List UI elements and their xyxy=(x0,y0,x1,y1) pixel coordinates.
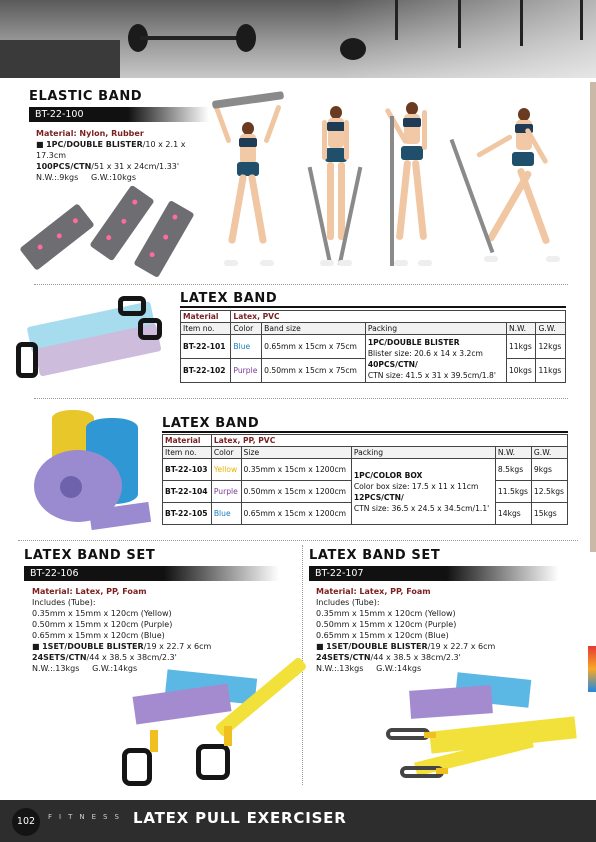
item-color: Yellow xyxy=(211,459,241,481)
table-row xyxy=(181,335,566,359)
item-color: Purple xyxy=(231,359,262,383)
column-header: Band size xyxy=(262,323,366,335)
elastic-band-code: BT-22-100 xyxy=(29,107,209,122)
item-color: Purple xyxy=(211,481,241,503)
weight-line: N.W.:.13kgs G.W.:14kgs xyxy=(32,664,138,673)
column-header: Size xyxy=(241,447,351,459)
column-header: Item no. xyxy=(181,323,231,335)
gross-weight: 12kgs xyxy=(536,335,566,359)
packing-line: ■ 1SET/DOUBLE BLISTER/19 x 22.7 x 6cm xyxy=(32,642,212,651)
item-code: BT-22-105 xyxy=(163,503,212,525)
title-underline xyxy=(162,431,568,433)
elastic-band-product-photo xyxy=(28,190,198,276)
gross-weight: 12.5kgs xyxy=(531,481,567,503)
suspension-strap xyxy=(520,0,523,46)
latex-band-set-title: LATEX BAND SET xyxy=(24,548,156,563)
material-value: Latex, PP, PVC xyxy=(211,435,567,447)
latex-band-roll-table xyxy=(162,434,568,525)
gross-weight: 11kgs xyxy=(536,359,566,383)
packing-cell: 1PC/DOUBLE BLISTER Blister size: 20.6 x 14 x 3.2cm 40PCS/CTN/ CTN size: 41.5 x 31 x 39.5cm/1.8' xyxy=(365,335,506,383)
table-header-row xyxy=(163,447,568,459)
barbell xyxy=(140,36,240,40)
item-size: 0.65mm x 15cm x 1200cm xyxy=(241,503,351,525)
column-header: Item no. xyxy=(163,447,212,459)
carton-line: 24SETS/CTN/44 x 38.5 x 38cm/2.3' xyxy=(316,653,461,662)
footer-title: LATEX PULL EXERCISER xyxy=(133,809,347,827)
column-header: G.W. xyxy=(536,323,566,335)
net-weight: 10kgs xyxy=(506,359,536,383)
gym-rack xyxy=(0,40,120,78)
tube-line: 0.65mm x 15mm x 120cm (Blue) xyxy=(316,631,449,640)
latex-band-set-title: LATEX BAND SET xyxy=(309,548,441,563)
includes-line: Includes (Tube): xyxy=(32,598,96,607)
column-header: Packing xyxy=(351,447,495,459)
page-number: 102 xyxy=(12,808,40,836)
latex-band-set-code: BT-22-106 xyxy=(24,566,279,581)
material-line: Material: Nylon, Rubber xyxy=(36,129,144,138)
hero-gym-photo xyxy=(0,0,596,78)
suspension-strap xyxy=(458,0,461,48)
material-line: Material: Latex, PP, Foam xyxy=(32,587,147,596)
packing-cell: 1PC/COLOR BOX Color box size: 17.5 x 11 x 11cm 12PCS/CTN/ CTN size: 36.5 x 24.5 x 34.5cm/1.1' xyxy=(351,459,495,525)
carton-line: 100PCS/CTN/51 x 31 x 24cm/1.33' xyxy=(36,162,180,171)
tube-line: 0.65mm x 15mm x 120cm (Blue) xyxy=(32,631,165,640)
title-underline xyxy=(180,306,566,308)
weight-line: N.W.:.13kgs G.W.:14kgs xyxy=(316,664,422,673)
column-header: N.W. xyxy=(495,447,531,459)
latex-band-set-photo xyxy=(110,670,300,794)
column-header: G.W. xyxy=(531,447,567,459)
elastic-band-specs xyxy=(36,128,211,183)
suspension-strap xyxy=(395,0,398,40)
footer xyxy=(0,800,596,842)
suspension-strap xyxy=(580,0,583,40)
gross-weight: 9kgs xyxy=(531,459,567,481)
table-row xyxy=(163,459,568,481)
item-code: BT-22-101 xyxy=(181,335,231,359)
packing-line: ■ 1SET/DOUBLE BLISTER/19 x 22.7 x 6cm xyxy=(316,642,496,651)
elastic-band-strip xyxy=(19,203,95,271)
net-weight: 8.5kgs xyxy=(495,459,531,481)
latex-band-roll-photo xyxy=(30,406,160,530)
side-tab xyxy=(588,646,596,692)
tube-line: 0.35mm x 15mm x 120cm (Yellow) xyxy=(316,609,456,618)
item-code: BT-22-104 xyxy=(163,481,212,503)
latex-band-table xyxy=(180,310,566,383)
hero-wall xyxy=(336,0,596,78)
packing-line: ■ 1PC/DOUBLE BLISTER/10 x 2.1 x 17.3cm xyxy=(36,140,186,160)
model-photo xyxy=(208,96,288,272)
item-color: Blue xyxy=(231,335,262,359)
section-divider xyxy=(18,540,578,541)
column-header: Color xyxy=(231,323,262,335)
latex-band-set-photo xyxy=(380,670,580,794)
column-header: N.W. xyxy=(506,323,536,335)
item-code: BT-22-103 xyxy=(163,459,212,481)
material-value: Latex, PVC xyxy=(231,311,566,323)
latex-band-roll-title: LATEX BAND xyxy=(162,416,260,431)
item-size: 0.50mm x 15cm x 75cm xyxy=(262,359,366,383)
material-line: Material: Latex, PP, Foam xyxy=(316,587,431,596)
net-weight: 11kgs xyxy=(506,335,536,359)
latex-band-loop-photo xyxy=(14,292,174,384)
latex-band-title: LATEX BAND xyxy=(180,291,278,306)
model-photo xyxy=(380,96,450,272)
tube-line: 0.35mm x 15mm x 120cm (Yellow) xyxy=(32,609,172,618)
column-header: Color xyxy=(211,447,241,459)
weight-line: N.W.:.9kgs G.W.:10kgs xyxy=(36,173,137,182)
column-header: Packing xyxy=(365,323,506,335)
net-weight: 11.5kgs xyxy=(495,481,531,503)
tube-line: 0.50mm x 15mm x 120cm (Purple) xyxy=(32,620,173,629)
footer-fitness-label: FITNESS xyxy=(48,813,126,821)
material-label: Material xyxy=(181,311,231,323)
gross-weight: 15kgs xyxy=(531,503,567,525)
kettlebell xyxy=(340,38,366,60)
model-photo xyxy=(462,96,572,272)
includes-line: Includes (Tube): xyxy=(316,598,380,607)
latex-band-set-code: BT-22-107 xyxy=(309,566,559,581)
latex-band-set-specs xyxy=(316,586,576,674)
tube-line: 0.50mm x 15mm x 120cm (Purple) xyxy=(316,620,457,629)
item-code: BT-22-102 xyxy=(181,359,231,383)
net-weight: 14kgs xyxy=(495,503,531,525)
table-header-row xyxy=(181,323,566,335)
item-size: 0.35mm x 15cm x 1200cm xyxy=(241,459,351,481)
item-color: Blue xyxy=(211,503,241,525)
elastic-band-title: ELASTIC BAND xyxy=(29,89,143,104)
weight-plate xyxy=(236,24,256,52)
material-label: Material xyxy=(163,435,212,447)
side-tab xyxy=(590,82,596,552)
item-size: 0.50mm x 15cm x 1200cm xyxy=(241,481,351,503)
latex-band-set-specs xyxy=(32,586,292,674)
item-size: 0.65mm x 15cm x 75cm xyxy=(262,335,366,359)
carton-line: 24SETS/CTN/44 x 38.5 x 38cm/2.3' xyxy=(32,653,177,662)
section-divider xyxy=(34,284,568,285)
section-divider xyxy=(34,398,568,399)
model-photo xyxy=(300,96,370,272)
